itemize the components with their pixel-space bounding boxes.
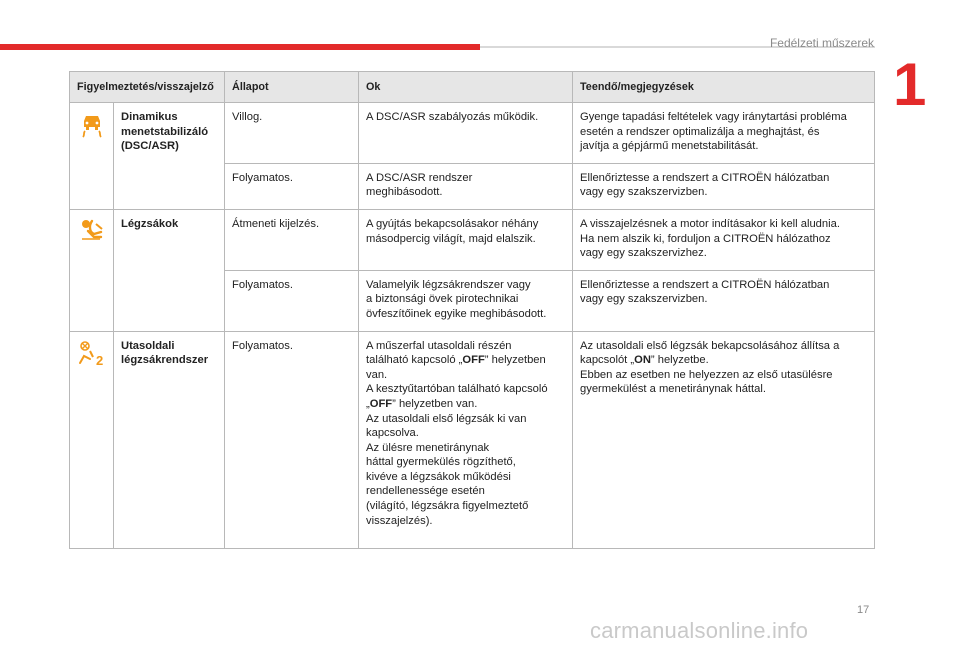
action-cell: Gyenge tapadási feltételek vagy iránytartási probléma esetén a rendszer optimalizálja a meghajtást, és javítja a gépjármű menetstabilitását. bbox=[573, 103, 875, 164]
state-cell: Folyamatos. bbox=[225, 331, 359, 548]
airbag-icon bbox=[78, 217, 106, 245]
header-accent-bar bbox=[0, 44, 480, 50]
cause-cell: A műszerfal utasoldali részén található kapcsoló „OFF” helyzetben van. A kesztyűtartóban található kapcsoló „OFF” helyzetben van. Az utasoldali első légzsák ki van kapcsolva. Az ülésre menetiránynak háttal gyermekülés rögzíthető, kivéve a légzsákok működési rendellenessége esetén (világító, légzsákra figyelmeztető visszajelzés). bbox=[359, 331, 573, 548]
warning-table bbox=[69, 71, 875, 549]
watermark: carmanualsonline.info bbox=[590, 618, 809, 643]
column-header-state: Állapot bbox=[225, 72, 359, 103]
header-title: Fedélzeti műszerek bbox=[769, 36, 874, 50]
passenger-airbag-off-icon bbox=[77, 339, 107, 367]
cause-cell: A DSC/ASR rendszer meghibásodott. bbox=[359, 163, 573, 209]
column-header-indicator: Figyelmeztetés/visszajelző bbox=[70, 72, 225, 103]
indicator-icon-cell bbox=[70, 209, 114, 331]
page-number: 17 bbox=[857, 604, 870, 616]
chapter-number: 1 bbox=[893, 51, 927, 118]
action-cell: Ellenőriztesse a rendszert a CITROËN hálózatban vagy egy szakszervizben. bbox=[573, 163, 875, 209]
svg-text:2: 2 bbox=[96, 352, 104, 367]
cause-cell: A DSC/ASR szabályozás működik. bbox=[359, 103, 573, 164]
dsc-asr-icon bbox=[78, 110, 106, 138]
table-row bbox=[70, 331, 875, 548]
system-name-dsc: Dinamikus menetstabilizáló (DSC/ASR) bbox=[114, 103, 225, 210]
cause-cell: Valamelyik légzsákrendszer vagy a biztonsági övek pirotechnikai övfeszítőinek egyike meghibásodott. bbox=[359, 270, 573, 331]
table-header-row bbox=[70, 72, 875, 103]
column-header-cause: Ok bbox=[359, 72, 573, 103]
indicator-icon-cell bbox=[70, 331, 114, 548]
state-cell: Folyamatos. bbox=[225, 270, 359, 331]
indicator-icon-cell bbox=[70, 103, 114, 210]
column-header-action: Teendő/megjegyzések bbox=[573, 72, 875, 103]
state-cell: Folyamatos. bbox=[225, 163, 359, 209]
cause-cell: A gyújtás bekapcsolásakor néhány másodpercig világít, majd elalszik. bbox=[359, 209, 573, 270]
state-cell: Átmeneti kijelzés. bbox=[225, 209, 359, 270]
action-cell: A visszajelzésnek a motor indításakor ki kell aludnia. Ha nem alszik ki, forduljon a CITROËN hálózathoz vagy egy szakszervizhez. bbox=[573, 209, 875, 270]
system-name-airbags: Légzsákok bbox=[114, 209, 225, 331]
system-name-passenger-airbag: Utasoldali légzsákrendszer bbox=[114, 331, 225, 548]
state-cell: Villog. bbox=[225, 103, 359, 164]
table-row bbox=[70, 209, 875, 270]
table-row bbox=[70, 103, 875, 164]
action-cell: Az utasoldali első légzsák bekapcsolásához állítsa a kapcsolót „ON” helyzetbe. Ebben az esetben ne helyezzen az első utasülésre gyermekülést a menetiránynak háttal. bbox=[573, 331, 875, 548]
action-cell: Ellenőriztesse a rendszert a CITROËN hálózatban vagy egy szakszervizben. bbox=[573, 270, 875, 331]
